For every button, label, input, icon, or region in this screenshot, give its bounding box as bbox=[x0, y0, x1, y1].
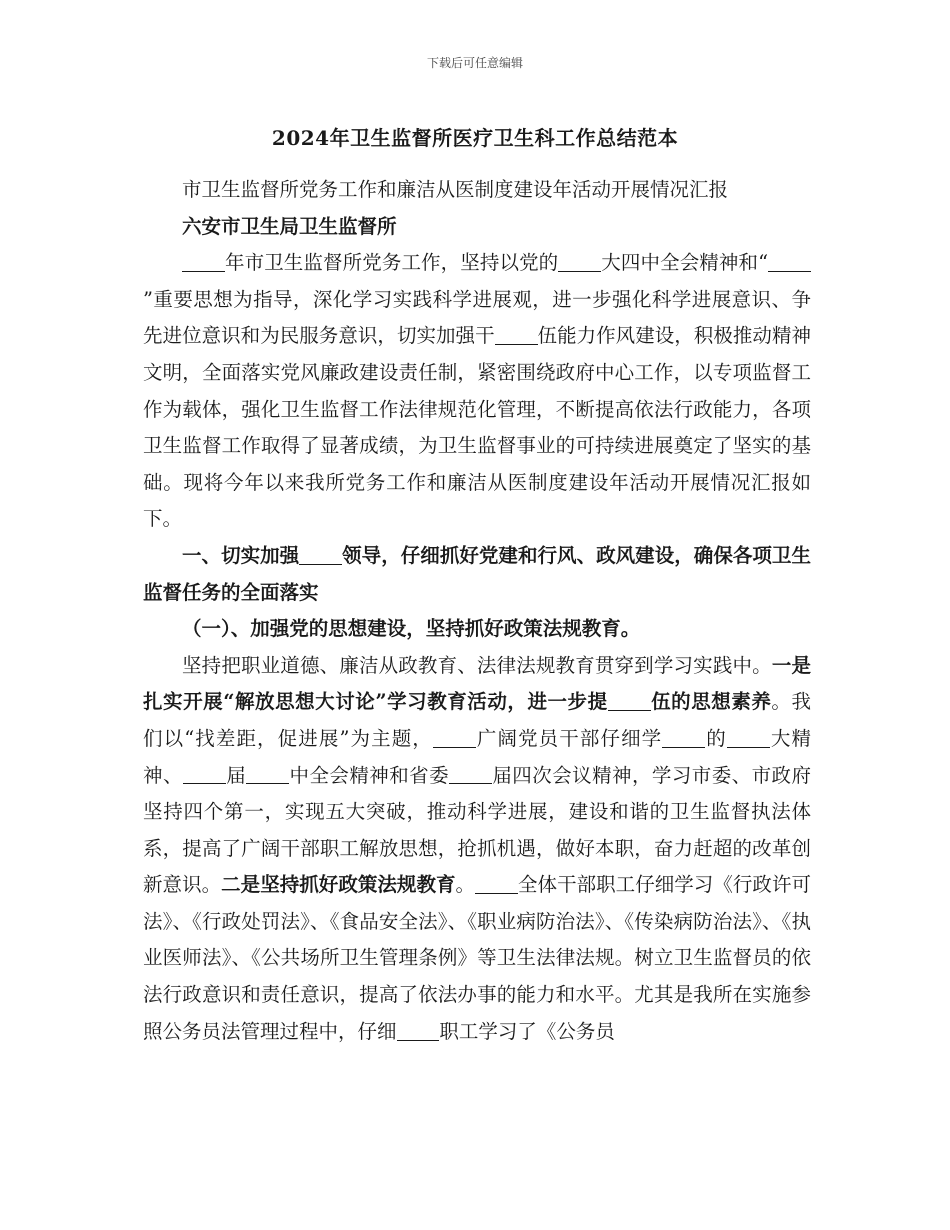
blank-line bbox=[183, 764, 226, 785]
blank-line bbox=[608, 691, 651, 712]
header-note: 下载后可任意编辑 bbox=[426, 56, 523, 70]
organization-name: 六安市卫生局卫生监督所 bbox=[182, 214, 397, 238]
blank-line bbox=[475, 874, 518, 895]
blank-line bbox=[433, 727, 476, 748]
section-heading-1: 一、切实加强 领导，仔细抓好党建和行风、政风建设，确保各项卫生监督任务的全面落实 bbox=[143, 543, 811, 604]
blank-line bbox=[662, 727, 705, 748]
blank-line bbox=[246, 764, 289, 785]
blank-line bbox=[495, 325, 538, 346]
blank-line bbox=[182, 252, 225, 273]
blank-line bbox=[397, 1020, 440, 1041]
blank-line bbox=[768, 252, 811, 273]
subtitle: 市卫生监督所党务工作和廉洁从医制度建设年活动开展情况汇报 bbox=[182, 178, 729, 201]
paragraph-study: 坚持把职业道德、廉洁从政教育、法律法规教育贯穿到学习实践中。一是扎实开展“解放思想大讨论”学习教育活动，进一步提 伍的思想素养。我们以“找差距，促进展”为主题， 广阔党员干部仔细学 的 大精神、 届 中全会精神和省委 届四次会议精神，学习市委、市政府坚持四个第一，实现五大突破，推动科学进展，建设和谐的卫生监督执法体系，提高了广阔干部职工解放思想，抢抓机遇，做好本职，奋力赶超的改革创新意识。二是坚持抓好政策法规教育。 全体干部职工仔细学习《行政许可法》、《行政处罚法》、《食品安全法》、《职业病防治法》、《传染病防治法》、《执业医师法》、《公共场所卫生管理条例》等卫生法律法规。树立卫生监督员的依法行政意识和责任意识，提高了依法办事的能力和水平。尤其是我所在实施参照公务员法管理过程中，仔细 职工学习了《公务员 bbox=[143, 653, 811, 1043]
document-body bbox=[143, 172, 811, 1050]
blank-line bbox=[558, 252, 601, 273]
paragraph-intro: 年市卫生监督所党务工作，坚持以党的 大四中全会精神和“”重要思想为指导，深化学习实践科学进展观，进一步强化科学进展意识、争先进位意识和为民服务意识，切实加强干 伍能力作风建设，积极推动精神文明，全面落实党风廉政建设责任制，紧密围绕政府中心工作，以专项监督工作为载体，强化卫生监督工作法律规范化管理，不断提高依法行政能力，各项卫生监督工作取得了显著成绩，为卫生监督事业的可持续进展奠定了坚实的基础。现将今年以来我所党务工作和廉洁从医制度建设年活动开展情况汇报如下。 bbox=[143, 251, 811, 531]
blank-line bbox=[727, 727, 770, 748]
document-title: 2024年卫生监督所医疗卫生科工作总结范本 bbox=[271, 126, 679, 150]
subsection-heading-1: （一）、加强党的思想建设，坚持抓好政策法规教育。 bbox=[182, 617, 641, 641]
blank-line bbox=[449, 764, 492, 785]
blank-line bbox=[299, 544, 342, 565]
